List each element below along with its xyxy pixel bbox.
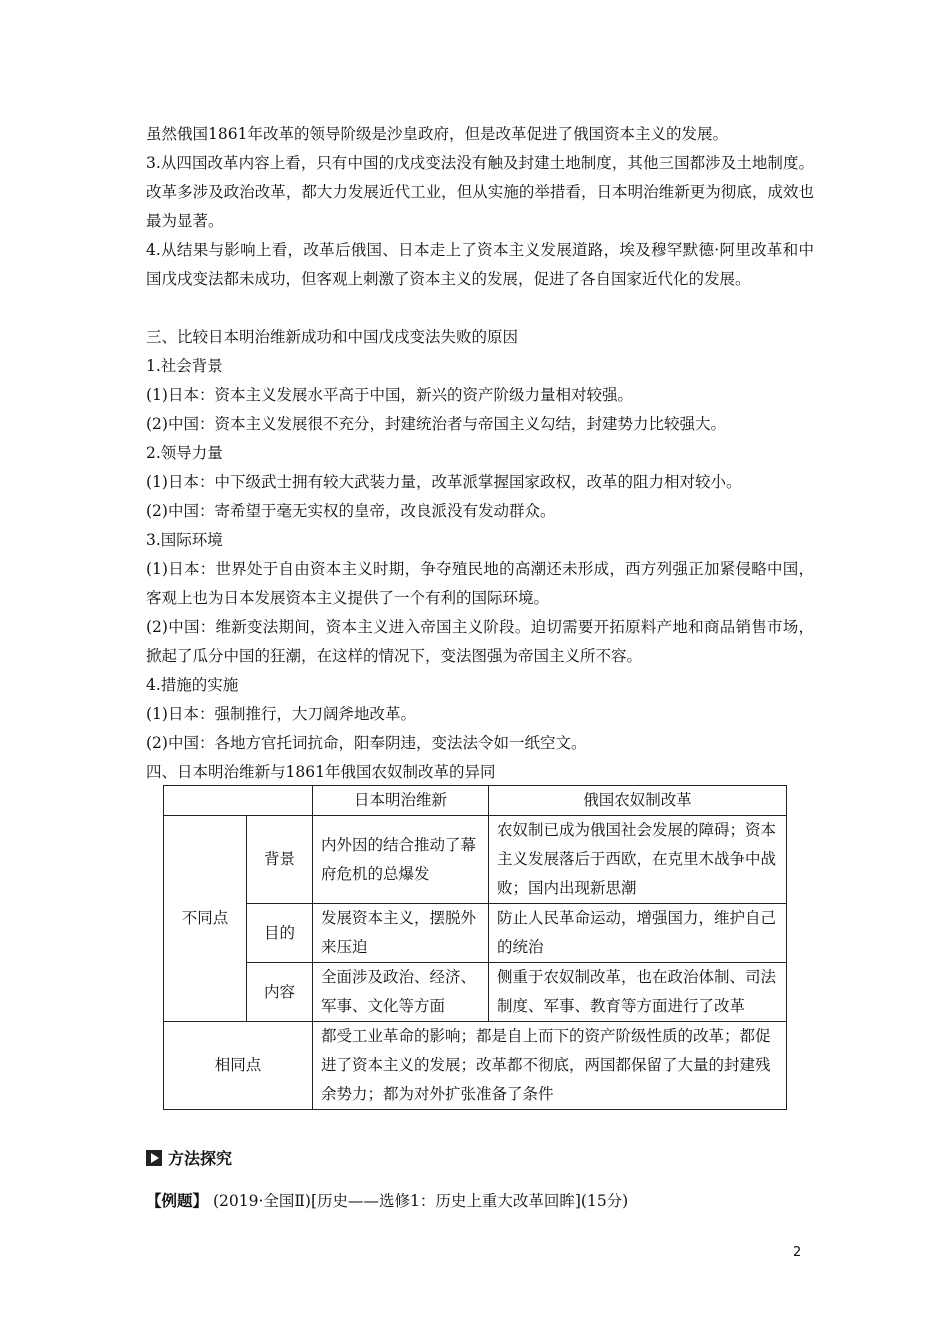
header-japan: 日本明治维新 bbox=[313, 786, 489, 816]
method-title: 方法探究 bbox=[168, 1149, 233, 1168]
subheading-leadership: 2.领导力量 bbox=[146, 444, 223, 462]
russia-cell: 防止人民革命运动，增强国力，维护自己的统治 bbox=[489, 904, 787, 963]
similarities-cell: 都受工业革命的影响；都是自上而下的资产阶级性质的改革；都促进了资本主义的发展；改革都不彻底，两国都保留了大量的封建残余势力；都为对外扩张准备了条件 bbox=[313, 1022, 787, 1110]
text-line: (2)中国：资本主义发展很不充分，封建统治者与帝国主义勾结，封建势力比较强大。 bbox=[146, 415, 726, 433]
subheading-international-environment: 3.国际环境 bbox=[146, 531, 223, 549]
paragraph-russia-1861: 虽然俄国1861年改革的领导阶级是沙皇政府，但是改革促进了俄国资本主义的发展。 bbox=[146, 125, 728, 143]
comparison-table bbox=[163, 785, 787, 1110]
aspect-label: 内容 bbox=[247, 963, 313, 1022]
aspect-label: 目的 bbox=[247, 904, 313, 963]
japan-cell: 发展资本主义，摆脱外来压迫 bbox=[313, 904, 489, 963]
paragraph-env-japan: (1)日本：世界处于自由资本主义时期，争夺殖民地的高潮还未形成，西方列强正加紧侵略中国，客观上也为日本发展资本主义提供了一个有利的国际环境。 bbox=[146, 560, 814, 607]
example-tag: 【例题】 bbox=[146, 1191, 209, 1210]
aspect-label: 背景 bbox=[247, 816, 313, 904]
text-line: (1)日本：强制推行，大刀阔斧地改革。 bbox=[146, 705, 416, 723]
japan-cell: 全面涉及政治、经济、军事、文化等方面 bbox=[313, 963, 489, 1022]
similarities-label: 相同点 bbox=[164, 1022, 313, 1110]
japan-cell: 内外因的结合推动了幕府危机的总爆发 bbox=[313, 816, 489, 904]
section-heading-4: 四、日本明治维新与1861年俄国农奴制改革的异同 bbox=[146, 763, 496, 781]
table-row bbox=[164, 904, 787, 963]
text-line: (2)中国：寄希望于毫无实权的皇帝，改良派没有发动群众。 bbox=[146, 502, 556, 520]
table-row bbox=[164, 963, 787, 1022]
subheading-implementation: 4.措施的实施 bbox=[146, 676, 239, 694]
paragraph-results-impact: 4.从结果与影响上看，改革后俄国、日本走上了资本主义发展道路，埃及穆罕默德·阿里改革和中国戊戌变法都未成功，但客观上刺激了资本主义的发展，促进了各自国家近代化的发展。 bbox=[146, 241, 814, 288]
text-line: (1)日本：中下级武士拥有较大武装力量，改革派掌握国家政权，改革的阻力相对较小。 bbox=[146, 473, 742, 491]
table-header-row bbox=[164, 786, 787, 816]
table-row bbox=[164, 1022, 787, 1110]
text-line: (1)日本：资本主义发展水平高于中国，新兴的资产阶级力量相对较强。 bbox=[146, 386, 633, 404]
paragraph-env-china: (2)中国：维新变法期间，资本主义进入帝国主义阶段。迫切需要开拓原料产地和商品销售市场，掀起了瓜分中国的狂潮，在这样的情况下，变法图强为帝国主义所不容。 bbox=[146, 618, 814, 665]
differences-label: 不同点 bbox=[164, 816, 247, 1022]
header-russia: 俄国农奴制改革 bbox=[489, 786, 787, 816]
page-number: 2 bbox=[793, 1245, 802, 1260]
method-section-heading bbox=[146, 1146, 232, 1169]
russia-cell: 农奴制已成为俄国社会发展的障碍；资本主义发展落后于西欧，在克里木战争中战败；国内出现新思潮 bbox=[489, 816, 787, 904]
paragraph-content-comparison: 3.从四国改革内容上看，只有中国的戊戌变法没有触及封建土地制度，其他三国都涉及土地制度。改革多涉及政治改革，都大力发展近代工业，但从实施的举措看，日本明治维新更为彻底，成效也最为显著。 bbox=[146, 154, 814, 230]
example-line bbox=[146, 1186, 628, 1216]
text-line: (2)中国：各地方官托词抗命，阳奉阴违，变法法令如一纸空文。 bbox=[146, 734, 587, 752]
table-corner-cell bbox=[164, 786, 313, 816]
russia-cell: 侧重于农奴制改革，也在政治体制、司法制度、军事、教育等方面进行了改革 bbox=[489, 963, 787, 1022]
table-row bbox=[164, 816, 787, 904]
play-triangle-icon bbox=[146, 1150, 162, 1166]
subheading-social-background: 1.社会背景 bbox=[146, 357, 223, 375]
section-heading-3: 三、比较日本明治维新成功和中国戊戌变法失败的原因 bbox=[146, 328, 519, 346]
example-text: (2019·全国Ⅱ)[历史——选修1：历史上重大改革回眸](15分) bbox=[212, 1192, 629, 1210]
